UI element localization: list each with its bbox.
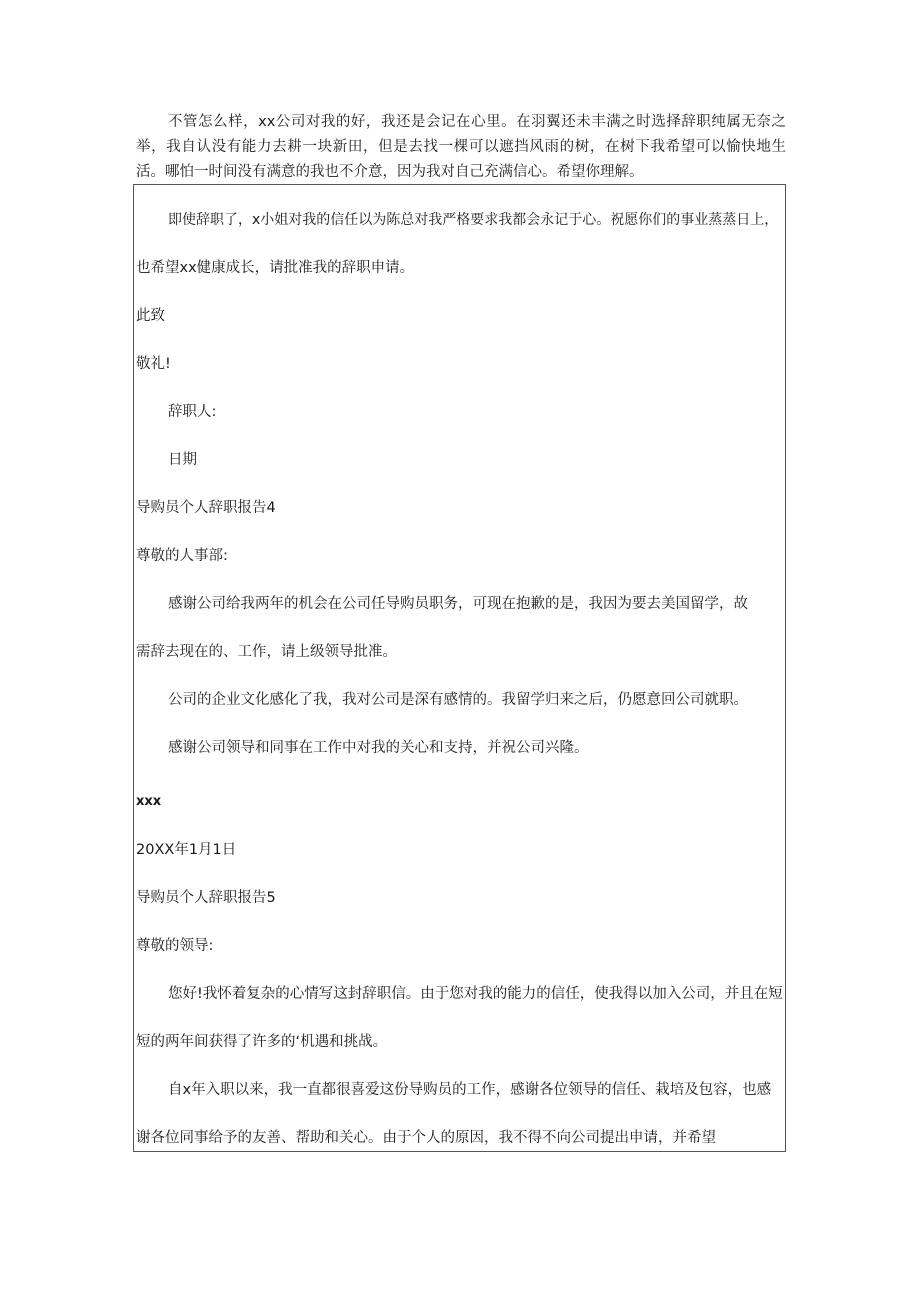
letter3-para1-line1: 即使辞职了，x小姐对我的信任以为陈总对我严格要求我都会永记于心。祝愿你们的事业蒸蒸日上，	[168, 212, 779, 228]
letter3-date: 日期	[168, 452, 197, 468]
letter4-title: 导购员个人辞职报告4	[136, 500, 276, 516]
letter4-salutation: 尊敬的人事部:	[136, 548, 228, 564]
bordered-frame	[133, 184, 786, 1152]
letter3-closing-2: 敬礼!	[136, 356, 171, 372]
letter4-signer: xxx	[136, 794, 162, 809]
letter3-signer: 辞职人:	[168, 404, 217, 420]
letter5-para1-line2: 短的两年间获得了许多的‘机遇和挑战。	[136, 1034, 388, 1050]
letter5-title: 导购员个人辞职报告5	[136, 890, 276, 906]
letter3-closing-1: 此致	[136, 308, 165, 324]
letter4-para1-line1: 感谢公司给我两年的机会在公司任导购员职务，可现在抱歉的是，我因为要去美国留学，故	[168, 596, 748, 612]
letter4-date: 20XX年1月1日	[136, 842, 237, 858]
letter5-salutation: 尊敬的领导:	[136, 938, 214, 954]
letter4-para3: 感谢公司领导和同事在工作中对我的关心和支持，并祝公司兴隆。	[168, 740, 589, 756]
intro-paragraph: 不管怎么样，xx公司对我的好，我还是会记在心里。在羽翼还未丰满之时选择辞职纯属无奈之举，我自认没有能力去耕一块新田，但是去找一棵可以遮挡风雨的树，在树下我希望可以愉快地生活。哪怕一时间没有满意的我也不介意，因为我对自己充满信心。希望你理解。	[136, 114, 786, 180]
letter3-para1-line2: 也希望xx健康成长，请批准我的辞职申请。	[136, 260, 415, 276]
letter5-para1-line1: 您好!我怀着复杂的心情写这封辞职信。由于您对我的能力的信任，使我得以加入公司，并且在短	[168, 986, 783, 1002]
letter4-para1-line2: 需辞去现在的、工作，请上级领导批准。	[136, 644, 397, 660]
letter5-para2-line2: 谢各位同事给予的友善、帮助和关心。由于个人的原因，我不得不向公司提出申请，并希望	[136, 1130, 716, 1146]
letter4-para2: 公司的企业文化感化了我，我对公司是深有感情的。我留学归来之后，仍愿意回公司就职。	[168, 692, 748, 708]
letter5-para2-line1: 自x年入职以来，我一直都很喜爱这份导购员的工作，感谢各位领导的信任、栽培及包容，也感	[168, 1082, 772, 1098]
